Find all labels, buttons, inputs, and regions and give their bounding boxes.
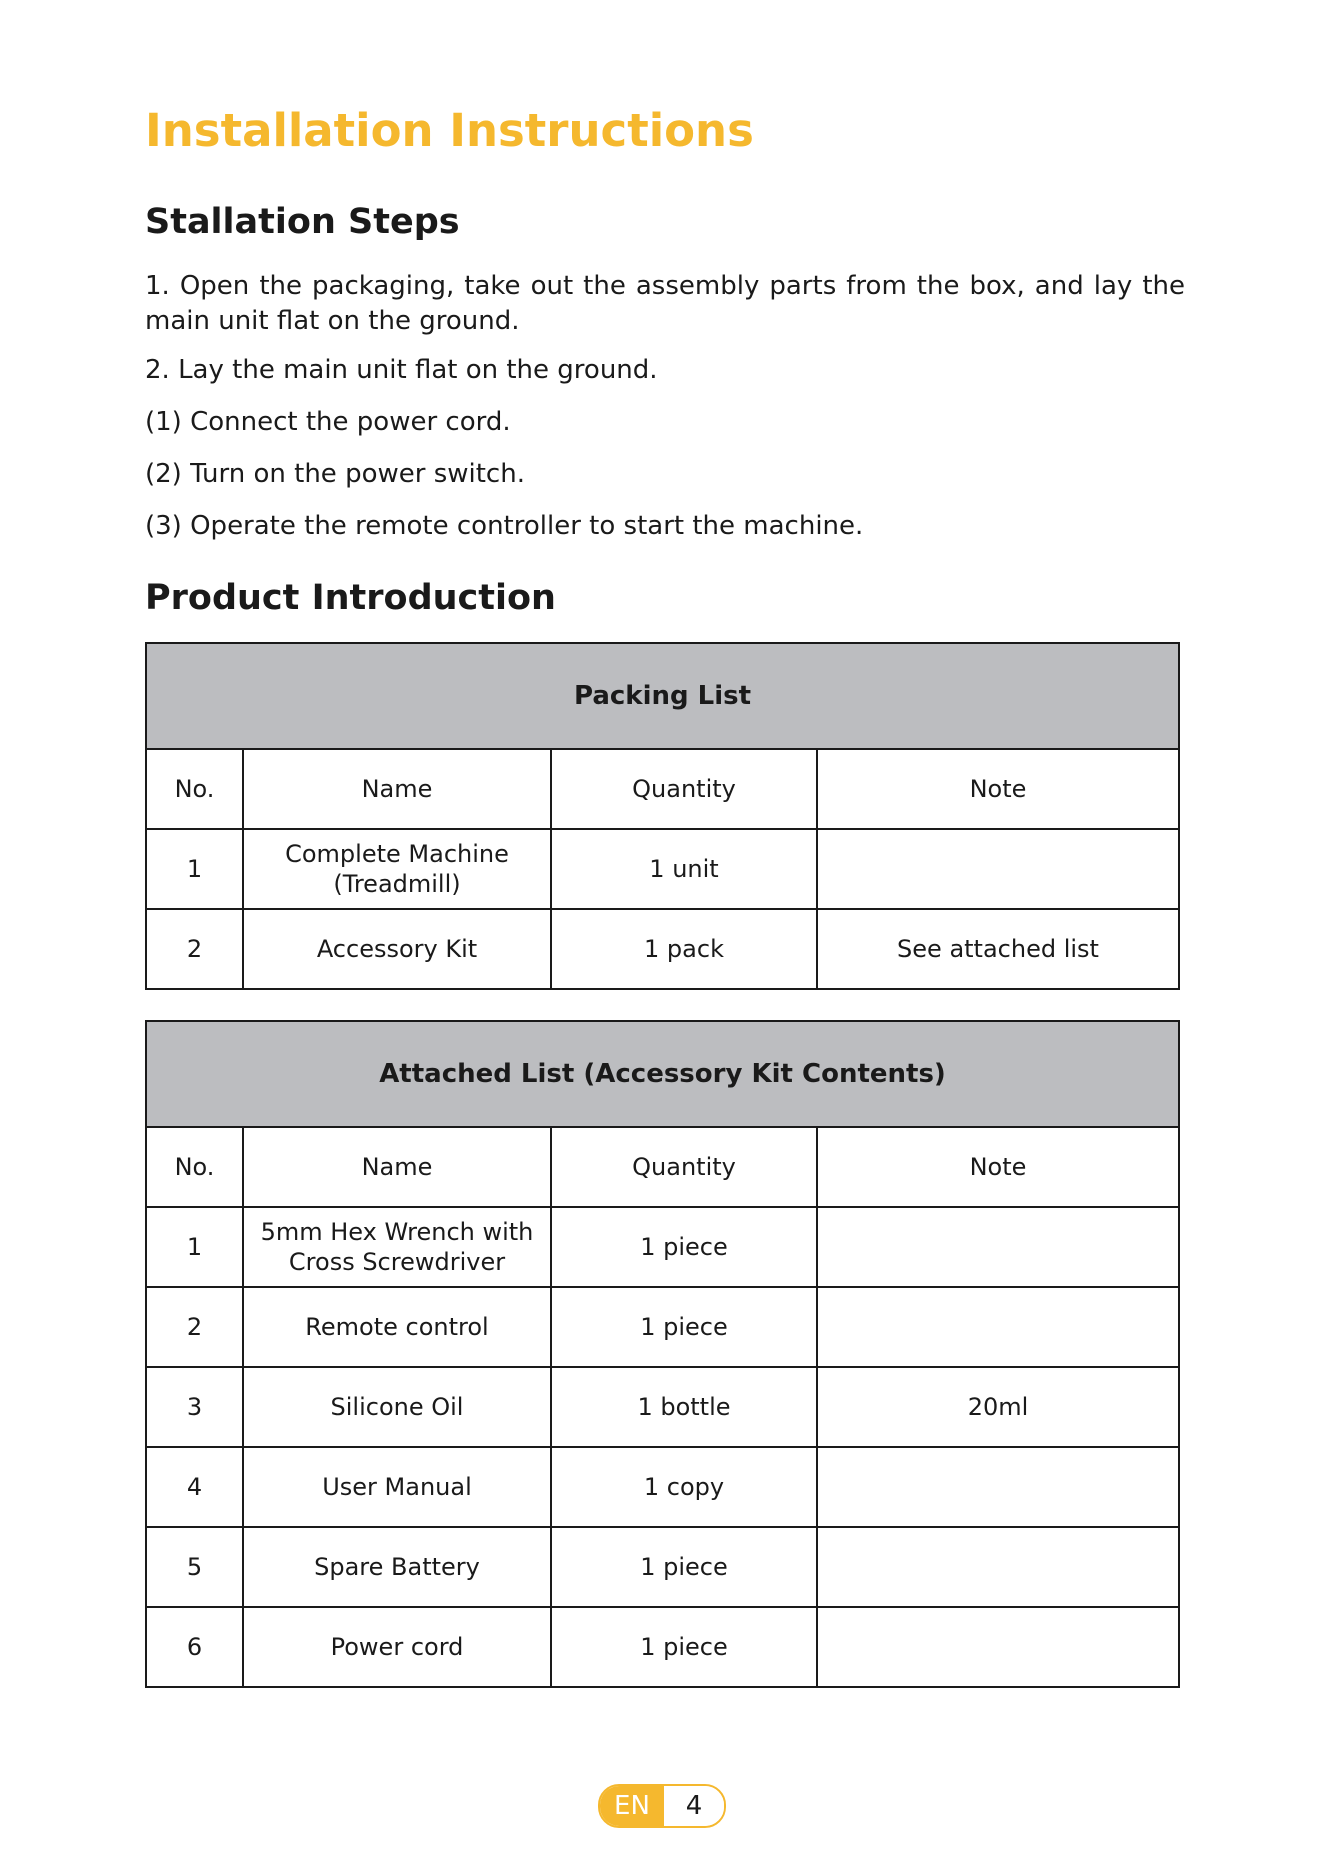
cell-quantity: 1 unit [551, 829, 817, 909]
cell-name: 5mm Hex Wrench with Cross Screwdriver [243, 1207, 551, 1287]
table-row [146, 829, 1179, 909]
cell-quantity: 1 copy [551, 1447, 817, 1527]
table-header-row [146, 1127, 1179, 1207]
cell-name: Power cord [243, 1607, 551, 1687]
cell-note: 20ml [817, 1367, 1179, 1447]
cell-quantity: 1 piece [551, 1207, 817, 1287]
cell-no: 3 [146, 1367, 243, 1447]
cell-no: 1 [146, 829, 243, 909]
cell-note [817, 1207, 1179, 1287]
table-header-row [146, 749, 1179, 829]
cell-note: See attached list [817, 909, 1179, 989]
page-number-badge [598, 1784, 726, 1828]
cell-note [817, 1287, 1179, 1367]
table-row [146, 1367, 1179, 1447]
cell-quantity: 1 pack [551, 909, 817, 989]
cell-name: Spare Battery [243, 1527, 551, 1607]
language-label: EN [600, 1786, 664, 1826]
cell-name: Accessory Kit [243, 909, 551, 989]
substep-3: (3) Operate the remote controller to start the machine. [145, 511, 864, 541]
cell-quantity: 1 piece [551, 1527, 817, 1607]
cell-no: 1 [146, 1207, 243, 1287]
substep-1: (1) Connect the power cord. [145, 407, 511, 437]
header-quantity: Quantity [551, 749, 817, 829]
attached-list-table [145, 1020, 1180, 1688]
cell-no: 6 [146, 1607, 243, 1687]
cell-name: User Manual [243, 1447, 551, 1527]
cell-quantity: 1 bottle [551, 1367, 817, 1447]
packing-list-caption: Packing List [146, 643, 1179, 749]
packing-list-table [145, 642, 1180, 990]
cell-name: Remote control [243, 1287, 551, 1367]
step-2: 2. Lay the main unit flat on the ground. [145, 355, 658, 385]
substep-2: (2) Turn on the power switch. [145, 459, 525, 489]
cell-no: 2 [146, 1287, 243, 1367]
header-name: Name [243, 1127, 551, 1207]
cell-no: 2 [146, 909, 243, 989]
header-name: Name [243, 749, 551, 829]
cell-quantity: 1 piece [551, 1287, 817, 1367]
cell-note [817, 1447, 1179, 1527]
steps-heading: Stallation Steps [145, 202, 460, 242]
cell-note [817, 1607, 1179, 1687]
cell-quantity: 1 piece [551, 1607, 817, 1687]
table-row [146, 1607, 1179, 1687]
cell-name: Complete Machine (Treadmill) [243, 829, 551, 909]
product-intro-heading: Product Introduction [145, 578, 556, 618]
cell-name: Silicone Oil [243, 1367, 551, 1447]
header-no: No. [146, 1127, 243, 1207]
header-note: Note [817, 749, 1179, 829]
cell-no: 4 [146, 1447, 243, 1527]
step-1: 1. Open the packaging, take out the assembly parts from the box, and lay the main unit flat on the ground. [145, 271, 1185, 336]
table-row [146, 1207, 1179, 1287]
attached-list-caption: Attached List (Accessory Kit Contents) [146, 1021, 1179, 1127]
cell-no: 5 [146, 1527, 243, 1607]
header-quantity: Quantity [551, 1127, 817, 1207]
table-row [146, 1287, 1179, 1367]
page-number: 4 [664, 1786, 724, 1826]
page-title: Installation Instructions [145, 104, 754, 157]
cell-note [817, 1527, 1179, 1607]
cell-note [817, 829, 1179, 909]
header-note: Note [817, 1127, 1179, 1207]
table-row [146, 1447, 1179, 1527]
header-no: No. [146, 749, 243, 829]
table-row [146, 1527, 1179, 1607]
table-row [146, 909, 1179, 989]
